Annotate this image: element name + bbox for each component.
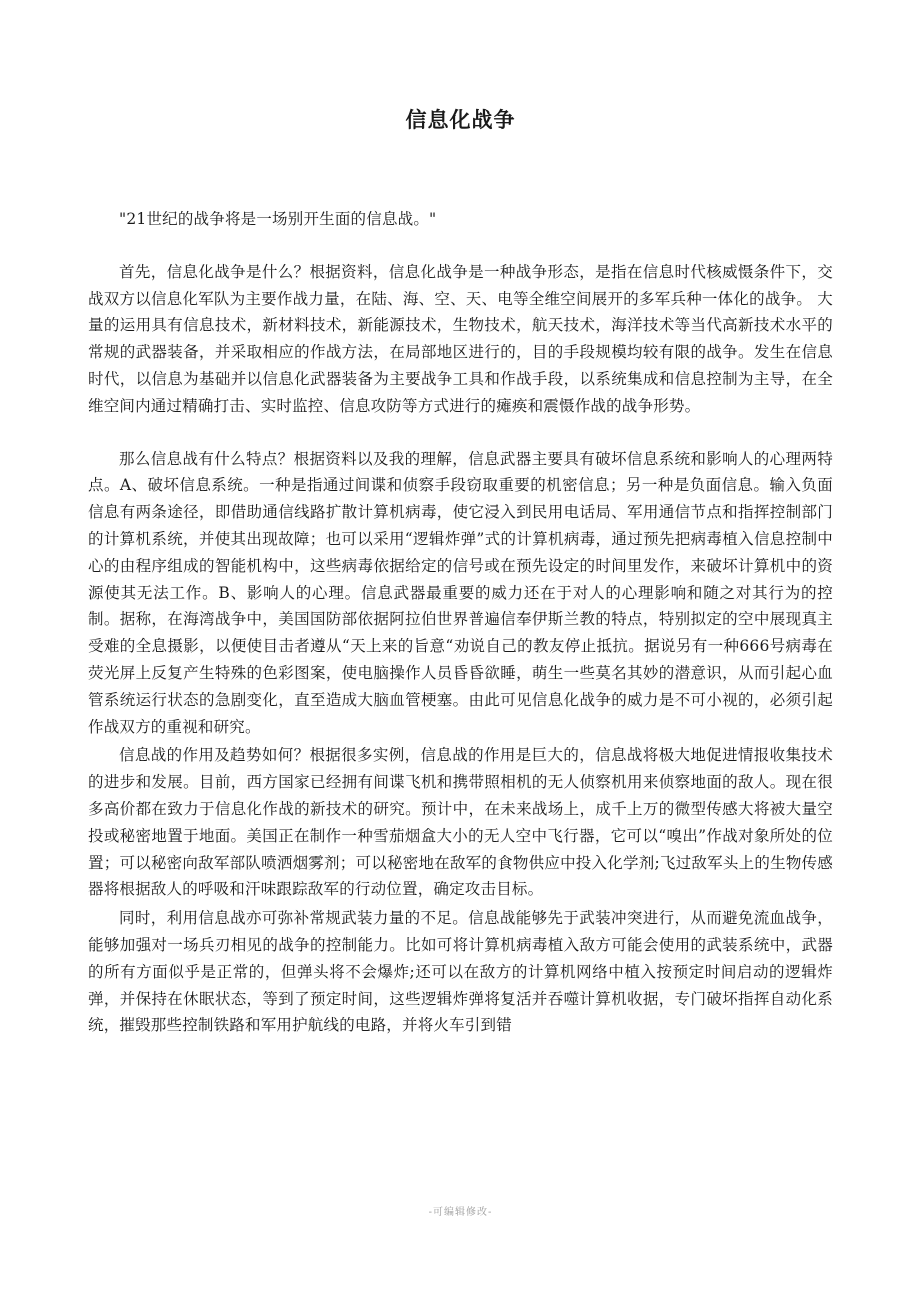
document-body xyxy=(88,206,833,1039)
paragraph-role-trends: 信息战的作用及趋势如何？根据很多实例，信息战的作用是巨大的，信息战将极大地促进情报收集技术的进步和发展。目前，西方国家已经拥有间谍飞机和携带照相机的无人侦察机用来侦察地面的敌人。现在很多高价都在致力于信息化作战的新技术的研究。预计中，在未来战场上，成千上万的微型传感大将被大量空投或秘密地置于地面。美国正在制作一种雪茄烟盒大小的无人空中飞行器，它可以“嗅出”作战对象所处的位置；可以秘密向敌军部队喷洒烟雾剂；可以秘密地在敌军的食物供应中投入化学剂;飞过敌军头上的生物传感器将根据敌人的呼吸和汗味跟踪敌军的行动位置，确定攻击目标。 xyxy=(88,746,833,899)
document-title: 信息化战争 xyxy=(405,108,516,132)
page-footer: -可编辑修改- xyxy=(428,1207,493,1218)
paragraph-supplement: 同时，利用信息战亦可弥补常规武装力量的不足。信息战能够先于武装冲突进行，从而避免流血战争，能够加强对一场兵刃相见的战争的控制能力。比如可将计算机病毒植入敌方可能会使用的武装系统中，武器的所有方面似乎是正常的，但弹头将不会爆炸;还可以在敌方的计算机网络中植入按预定时间启动的逻辑炸弹，并保持在休眠状态，等到了预定时间，这些逻辑炸弹将复活并吞噬计算机收据，专门破坏指挥自动化系统，摧毁那些控制铁路和军用护航线的电路，并将火车引到错 xyxy=(88,909,833,1035)
document-page xyxy=(88,0,833,1302)
paragraph-characteristics: 那么信息战有什么特点？根据资料以及我的理解，信息武器主要具有破坏信息系统和影响人的心理两特点。A、破坏信息系统。一种是指通过间谍和侦察手段窃取重要的机密信息；另一种是负面信息。输入负面信息有两条途径，即借助通信线路扩散计算机病毒，使它浸入到民用电话局、军用通信节点和指挥控制部门的计算机系统，并使其出现故障；也可以采用“逻辑炸弹”式的计算机病毒，通过预先把病毒植入信息控制中心的由程序组成的智能机构中，这些病毒依据给定的信号或在预先设定的时间里发作，来破坏计算机中的资源使其无法工作。B、影响人的心理。信息武器最重要的威力还在于对人的心理影响和随之对其行为的控制。据称，在海湾战争中，美国国防部依据阿拉伯世界普遍信奉伊斯兰教的特点，特别拟定的空中展现真主受难的全息摄影，以便使目击者遵从“天上来的旨意“劝说自己的教友停止抵抗。据说另有一种666号病毒在荧光屏上反复产生特殊的色彩图案，使电脑操作人员昏昏欲睡，萌生一些莫名其妙的潜意识，从而引起心血管系统运行状态的急剧变化，直至造成大脑血管梗塞。由此可见信息化战争的威力是不可小视的，必须引起作战双方的重视和研究。 xyxy=(88,449,833,736)
opening-quote: "21世纪的战争将是一场别开生面的信息战。" xyxy=(119,210,437,228)
paragraph-definition: 首先，信息化战争是什么？根据资料，信息化战争是一种战争形态，是指在信息时代核威慑条件下，交战双方以信息化军队为主要作战力量，在陆、海、空、天、电等全维空间展开的多军兵种一体化的战争。 大量的运用具有信息技术，新材料技术，新能源技术，生物技术，航天技术，海洋技术等当代高新技术水平的常规的武器装备，并采取相应的作战方法，在局部地区进行的，目的手段规模均较有限的战争。发生在信息时代，以信息为基础并以信息化武器装备为主要战争工具和作战手段，以系统集成和信息控制为主导，在全维空间内通过精确打击、实时监控、信息攻防等方式进行的瘫痪和震慑作战的战争形势。 xyxy=(88,262,833,415)
